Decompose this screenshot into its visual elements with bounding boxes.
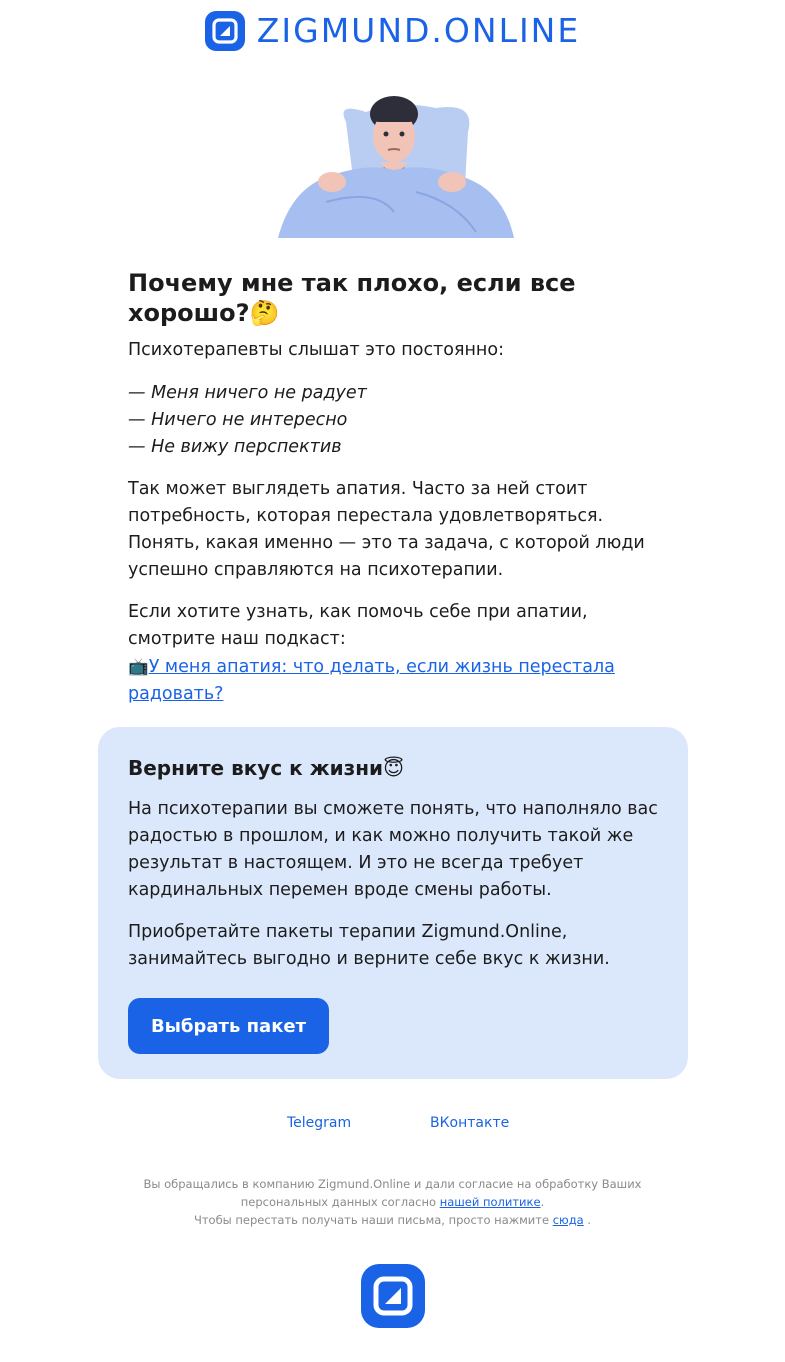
quote-item: — Не вижу перспектив <box>128 437 342 457</box>
unsubscribe-link[interactable]: сюда <box>552 1213 584 1227</box>
zigmund-logo-icon[interactable] <box>361 1264 425 1328</box>
quotes-list <box>128 380 658 461</box>
logo-text[interactable]: ZIGMUND.ONLINE <box>256 11 581 50</box>
article-title: Почему мне так плохо, если все хорошо?🤔 <box>128 269 576 327</box>
tv-icon: 📺 <box>128 657 149 676</box>
footer-text: Вы обращались в компанию Zigmund.Online и дали согласие на обработку Ваших персональных данных согласно нашей политике. Чтобы перестать получать наши письма, просто нажмите сюда . <box>143 1177 642 1227</box>
telegram-link[interactable]: Telegram <box>287 1115 352 1131</box>
card-title: Верните вкус к жизни😇 <box>128 756 404 780</box>
policy-link[interactable]: нашей политике <box>439 1195 541 1209</box>
card-paragraph-1: На психотерапии вы сможете понять, что наполняло вас радостью в прошлом, и как можно получить такой же результат в настоящем. И это не всегда требует кардинальных перемен вроде смены работы. <box>128 799 658 900</box>
zigmund-logo-icon[interactable] <box>205 11 245 51</box>
header <box>0 10 785 52</box>
quote-item: — Ничего не интересно <box>128 410 348 430</box>
card-paragraph-2: Приобретайте пакеты терапии Zigmund.Online, занимайтесь выгодно и верните себе вкус к жизни. <box>128 922 610 969</box>
choose-package-button[interactable]: Выбрать пакет <box>128 998 329 1054</box>
quote-item: — Меня ничего не радует <box>128 383 367 403</box>
podcast-section <box>128 599 658 708</box>
unsubscribe-text: Чтобы перестать получать наши письма, просто нажмите <box>193 1213 550 1227</box>
article-paragraph: Так может выглядеть апатия. Часто за ней стоит потребность, которая перестала удовлетворяться. Понять, какая именно — это та задача, с которой люди успешно справляются на психотерапии. <box>128 479 645 580</box>
article-intro: Психотерапевты слышат это постоянно: <box>128 340 504 360</box>
podcast-text: Если хотите узнать, как помочь себе при апатии, смотрите наш подкаст: <box>128 602 588 649</box>
person-in-bed-illustration <box>276 92 514 238</box>
consent-text: Вы обращались в компанию Zigmund.Online и дали согласие на обработку Ваших персональных данных согласно <box>143 1177 642 1209</box>
vk-link[interactable]: ВКонтакте <box>430 1115 510 1131</box>
podcast-link[interactable]: У меня апатия: что делать, если жизнь перестала радовать? <box>128 657 615 704</box>
